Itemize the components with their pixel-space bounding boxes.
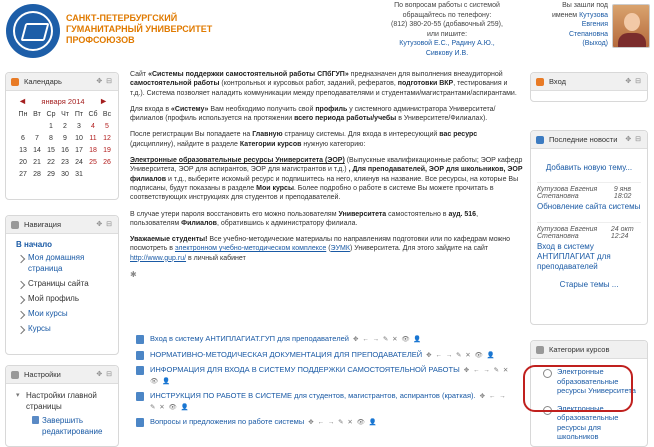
calendar-day[interactable]: 14 <box>33 146 41 154</box>
calendar-day[interactable]: 31 <box>75 170 83 178</box>
category-school-resources[interactable]: Электронные образовательные ресурсы для школьников <box>539 404 643 442</box>
login-icon <box>536 78 544 86</box>
support-contacts-link[interactable]: Сивкову И.В. <box>425 49 469 57</box>
finish-editing-link[interactable]: Завершить редактирование <box>6 415 118 437</box>
resource-item <box>134 391 514 412</box>
resource-item <box>134 365 514 386</box>
eumk-short-link[interactable]: ЭУМК <box>330 245 350 253</box>
calendar-day[interactable]: 8 <box>49 134 53 142</box>
user-profile-link[interactable]: Кутузова <box>579 11 608 19</box>
calendar-day <box>100 168 114 180</box>
calendar-day <box>86 168 100 180</box>
calendar-day <box>16 120 30 132</box>
calendar-day[interactable]: 19 <box>103 146 111 154</box>
calendar-day[interactable]: 4 <box>91 122 95 130</box>
nav-item-courses[interactable]: Курсы <box>16 323 112 334</box>
calendar-day[interactable]: 18 <box>89 146 97 154</box>
calendar-day[interactable]: 11 <box>89 134 97 142</box>
calendar-nav <box>6 91 118 108</box>
weekday-label: Вт <box>33 110 41 118</box>
gup-site-link[interactable]: http://www.gup.ru/ <box>130 254 187 262</box>
calendar-day[interactable]: 10 <box>75 134 83 142</box>
categories-header <box>531 341 647 359</box>
resources-list <box>134 334 514 433</box>
calendar-day[interactable]: 30 <box>61 170 69 178</box>
news-date: 9 янв 18:02 <box>613 186 632 200</box>
login-info <box>544 1 608 49</box>
calendar-day[interactable]: 13 <box>19 146 27 154</box>
calendar-day[interactable]: 21 <box>33 158 41 166</box>
resources-paragraph: Электронные образовательные ресурсы Университета (ЭОР) (Выпускные квалификационные работы; ЭОР кафедр Университета, ЭОР для аспирантов, ЭОР для магистрантов и т.д.) , Для преподавателей, ЭОР для школьников, ЭОР филиалов и т.д., выберите искомый ресурс и подпишитесь на него, кликнув на название. Все ресурсы, на которые Вы подписаны, будут показаны в разделе Мои курсы. Более подробно о работе в системе Вы можете прочитать в соответствующих инструкциях для студентов и преподавателей. <box>130 157 523 202</box>
news-icon <box>536 136 544 144</box>
add-topic-link[interactable]: Добавить новую тему... <box>545 163 633 172</box>
calendar-day[interactable]: 1 <box>49 122 53 130</box>
login-name-prefix: именем <box>551 11 578 19</box>
nav-item-my-home[interactable]: Моя домашняя страница <box>16 252 112 274</box>
calendar-block <box>5 72 119 200</box>
calendar-title: Календарь <box>24 77 62 86</box>
weekday-label: Пт <box>74 110 84 118</box>
calendar-day[interactable]: 23 <box>61 158 69 166</box>
uni-name-line: ПРОФСОЮЗОВ <box>66 35 135 45</box>
calendar-grid <box>16 108 114 180</box>
next-month-button[interactable]: ► <box>99 96 108 106</box>
category-university-resources[interactable]: Электронные образовательные ресурсы Университета <box>539 367 643 396</box>
calendar-day[interactable]: 7 <box>35 134 39 142</box>
block-tools-icon[interactable]: ✥ ⊟ <box>96 78 113 85</box>
calendar-day[interactable]: 17 <box>75 146 83 154</box>
calendar-day[interactable]: 27 <box>19 170 27 178</box>
calendar-day[interactable]: 25 <box>89 158 97 166</box>
weekday-label: Ср <box>46 110 56 118</box>
main-content <box>130 70 524 287</box>
calendar-day[interactable]: 20 <box>19 158 27 166</box>
calendar-day[interactable]: 29 <box>47 170 55 178</box>
news-header <box>531 131 647 149</box>
support-line: обращайтесь по телефону: <box>402 11 492 19</box>
calendar-day[interactable]: 26 <box>103 158 111 166</box>
calendar-week <box>16 156 114 168</box>
calendar-month[interactable]: января 2014 <box>41 96 85 106</box>
block-tools-icon[interactable]: ✥ ⊟ <box>96 221 113 228</box>
support-line: (812) 380-20-55 (добавочный 259), <box>391 21 503 28</box>
calendar-day[interactable]: 28 <box>33 170 41 178</box>
resource-edit-tools-icon[interactable]: ✥ ← → ✎ ✕ 👁 👤 <box>426 351 496 359</box>
login-prefix: Вы зашли под <box>562 2 608 9</box>
calendar-day[interactable]: 15 <box>47 146 55 154</box>
weekday-label: Пн <box>18 110 28 118</box>
support-line: По вопросам работы с системой <box>394 2 500 9</box>
resource-edit-tools-icon[interactable]: ✥ ← → ✎ ✕ 👁 👤 <box>352 336 423 343</box>
block-tools-icon[interactable]: ✥ ⊟ <box>625 136 642 143</box>
news-author: Кутузова Евгения Степановна <box>537 226 598 240</box>
calendar-day[interactable]: 6 <box>21 134 25 142</box>
categories-title: Категории курсов <box>549 345 610 354</box>
resource-link[interactable]: Вход в систему АНТИПЛАГИАТ.ГУП для преподавателей <box>150 334 349 343</box>
resource-item <box>134 417 514 428</box>
nav-item-my-profile[interactable]: Мой профиль <box>16 293 112 304</box>
navigation-title: Навигация <box>24 220 62 229</box>
calendar-day[interactable]: 9 <box>63 134 67 142</box>
edit-settings-icon[interactable]: ✱ <box>130 270 137 280</box>
news-title: Последние новости <box>549 135 618 144</box>
calendar-day[interactable]: 5 <box>105 122 109 130</box>
news-item <box>531 222 647 272</box>
university-logo[interactable] <box>6 4 60 58</box>
block-tools-icon[interactable]: ✥ ⊟ <box>625 78 642 85</box>
settings-frontpage[interactable]: ▾ Настройки главной страницы <box>6 390 118 412</box>
calendar-header <box>6 73 118 91</box>
calendar-week <box>16 168 114 180</box>
uni-name-line: ГУМАНИТАРНЫЙ УНИВЕРСИТЕТ <box>66 24 213 34</box>
weekday-label: Чт <box>61 110 69 118</box>
password-paragraph: В случае утери пароля восстановить его можно пользователям Университета самостоятельно в ауд. 516, пользователям Филиалов, обратившись к администратору филиала. <box>130 210 479 227</box>
navigation-header <box>6 216 118 234</box>
navigation-block <box>5 215 119 355</box>
resource-link[interactable]: НОРМАТИВНО-МЕТОДИЧЕСКАЯ ДОКУМЕНТАЦИЯ ДЛЯ ПРЕПОДАВАТЕЛЕЙ <box>150 349 423 359</box>
logout-link[interactable]: (Выход) <box>582 40 608 47</box>
login-block <box>530 72 648 102</box>
calendar-day <box>30 120 44 132</box>
nav-home-link[interactable]: В начало <box>16 240 53 249</box>
uni-name-line: САНКТ-ПЕТЕРБУРГСКИЙ <box>66 13 178 23</box>
resource-item <box>134 350 514 361</box>
weekday-label: Вс <box>102 110 112 118</box>
news-title-link[interactable]: Обновление сайта системы <box>537 202 641 211</box>
categories-icon <box>536 346 544 354</box>
resource-edit-tools-icon[interactable]: ✥ ← → ✎ ✕ 👁 👤 <box>308 419 378 426</box>
news-date: 24 окт 12:24 <box>610 226 634 240</box>
nav-item-site-pages[interactable]: Страницы сайта <box>16 278 112 289</box>
calendar-day[interactable]: 2 <box>63 122 67 130</box>
login-paragraph: Для входа в «Систему» Вам необходимо получить свой профиль у системного администратора Университета/филиалов (профиль используется на протяжении всего периода работы/учебы в Университете/Филиалах). <box>130 105 496 123</box>
news-title-link[interactable]: Вход в систему АНТИПЛАГИАТ для преподавателей <box>537 242 611 271</box>
settings-header <box>6 366 118 384</box>
support-info <box>372 1 522 58</box>
news-author: Кутузова Евгения Степановна <box>537 186 598 200</box>
resource-edit-tools-icon[interactable]: ✥ ← → ✎ ✕ 👁 👤 <box>150 367 510 385</box>
page-header <box>0 0 654 62</box>
calendar-day[interactable]: 3 <box>77 122 81 130</box>
resource-item <box>134 334 514 345</box>
calendar-day[interactable]: 12 <box>103 134 111 142</box>
calendar-week <box>16 144 114 156</box>
settings-icon <box>11 371 19 379</box>
settings-title: Настройки <box>24 370 61 379</box>
news-item <box>531 182 647 212</box>
calendar-week <box>16 132 114 144</box>
settings-block <box>5 365 119 447</box>
calendar-week <box>16 120 114 132</box>
calendar-icon <box>11 78 19 86</box>
registration-paragraph: После регистрации Вы попадаете на Главную страницу системы. Для входа в интересующий вас ресурс (дисциплину), найдите в разделе Категории курсов нужную категорию: <box>130 131 478 148</box>
resource-link[interactable]: ИНФОРМАЦИЯ ДЛЯ ВХОДА В СИСТЕМУ ПОДДЕРЖКИ САМОСТОЯТЕЛЬНОЙ РАБОТЫ <box>150 365 460 374</box>
navigation-icon <box>11 221 19 229</box>
prev-month-button[interactable]: ◄ <box>18 96 27 106</box>
login-header <box>531 73 647 91</box>
students-paragraph: Уважаемые студенты! Все учебно-методические материалы по направлениям подготовки или по кафедрам можно посмотреть в электронном учебно-методическом комплексе (ЭУМК) Университета. Для этого зайдите на сайт http://www.gup.ru/ в личный кабинет <box>130 236 510 262</box>
older-topics-link[interactable]: Старые темы ... <box>559 280 619 289</box>
resource-edit-tools-icon[interactable]: ✥ ← → ✎ ✕ 👁 👤 <box>150 393 507 411</box>
intro-paragraph: Сайт «Системы поддержки самостоятельной работы СПбГУП» предназначен для выполнения внеаудиторной самостоятельной работы (контрольных и курсовых работ, заданий, рефератов, подготовки ВКР, тестирования и т.д.). Система позволяет наладить коммуникации между преподавателями и студентами/магистрантами/аспирантами. <box>130 71 517 97</box>
navigation-list <box>6 234 118 334</box>
support-contacts-link[interactable]: Кутузовой Е.С., Радину А.Ю., <box>399 40 495 47</box>
categories-block <box>530 340 648 447</box>
eumk-link[interactable]: электронном учебно-методическом комплексе <box>174 245 327 253</box>
news-block <box>530 130 648 325</box>
avatar[interactable] <box>612 4 650 48</box>
block-tools-icon[interactable]: ✥ ⊟ <box>96 371 113 378</box>
login-title: Вход <box>549 77 566 86</box>
calendar-day[interactable]: 16 <box>61 146 69 154</box>
university-name[interactable] <box>66 13 212 46</box>
calendar-weekdays <box>16 108 114 120</box>
support-line: или пишите: <box>426 30 468 38</box>
nav-item-my-courses[interactable]: Мои курсы <box>16 308 112 319</box>
resource-link[interactable]: Вопросы и предложения по работе системы <box>150 417 305 426</box>
weekday-label: Сб <box>88 110 98 118</box>
resource-link[interactable]: ИНСТРУКЦИЯ ПО РАБОТЕ В СИСТЕМЕ для студентов, магистрантов, аспирантов (краткая). <box>150 391 476 400</box>
user-profile-link-2[interactable]: Евгения Степановна <box>569 21 608 38</box>
calendar-day[interactable]: 24 <box>75 158 83 166</box>
calendar-day[interactable]: 22 <box>47 158 55 166</box>
